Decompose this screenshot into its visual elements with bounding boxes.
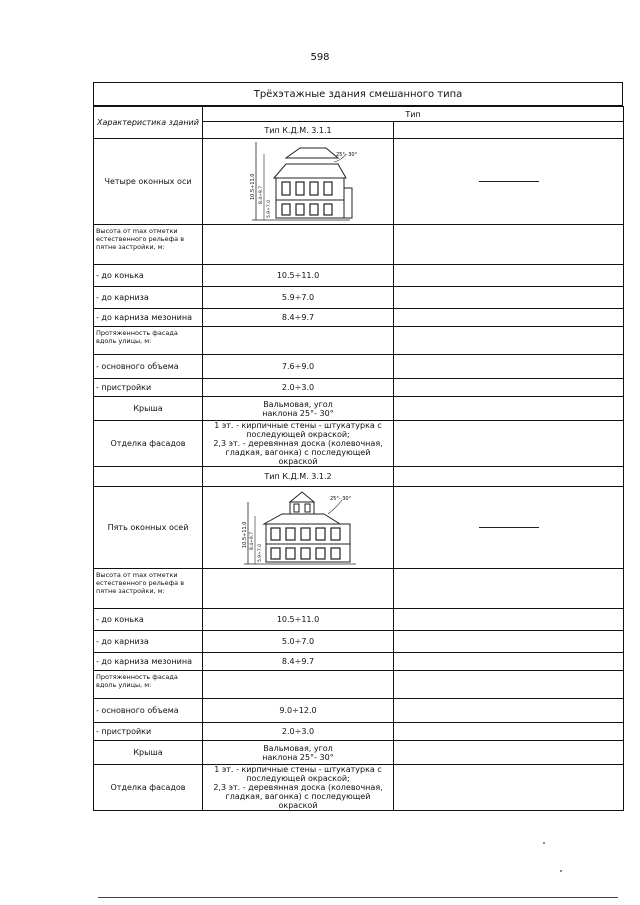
roof-angle-label-2: 25°- 30° <box>330 495 352 502</box>
dim-total-label-2: 10.5÷11.0 <box>242 521 248 548</box>
row-label-ridge-1: - до конька <box>94 265 203 287</box>
finish-value-1 <box>203 421 394 467</box>
row-value-eave-2: 5.0÷7.0 <box>203 631 394 653</box>
finish-value-2 <box>203 765 394 811</box>
row-label-eave-2: - до карниза <box>94 631 203 653</box>
spec-table <box>93 106 624 811</box>
type-title-2: Тип К.Д.М. 3.1.2 <box>203 467 394 487</box>
axes-label-1: Четыре оконных оси <box>94 139 203 225</box>
roof-angle-label-1: 25°- 30° <box>336 151 358 158</box>
roof-label-2: Крыша <box>94 741 203 765</box>
row-value-main-2: 9.0÷12.0 <box>203 699 394 723</box>
height-label-2: Высота от max отметки естественного рельефа в пятне застройки, м: <box>94 569 203 609</box>
dim-total-label-1: 10.5÷11.0 <box>250 173 256 200</box>
scan-speck <box>560 870 562 872</box>
type-title-1: Тип К.Д.М. 3.1.1 <box>203 122 394 139</box>
roof-label-1: Крыша <box>94 397 203 421</box>
row-value-mezz-2: 8.4÷9.7 <box>203 653 394 671</box>
finish-label-2: Отделка фасадов <box>94 765 203 811</box>
scan-speck <box>543 842 545 844</box>
row-label-main-2: - основного объема <box>94 699 203 723</box>
finish-value-line2-1: 2,3 эт. - деревянная доска (колевочная, гладкая, вагонка) с последующей окраской <box>213 439 383 466</box>
table-title: Трёхэтажные здания смешанного типа <box>93 82 623 106</box>
roof-value-line1-2: Вальмовая, угол <box>263 743 333 753</box>
dim-eave-label-1: 5.9÷7.0 <box>267 199 272 218</box>
finish-value-line1-2: 1 эт. - кирпичные стены - штукатурка с последующей окраской; <box>214 765 382 783</box>
roof-value-1 <box>203 397 394 421</box>
page-bottom-rule <box>98 897 618 898</box>
height-label-1: Высота от max отметки естественного рельефа в пятне застройки, м: <box>94 225 203 265</box>
row-label-annex-1: - пристройки <box>94 379 203 397</box>
roof-value-line2-2: наклона 25°- 30° <box>262 752 334 762</box>
finish-value-line2-2: 2,3 эт. - деревянная доска (колевочная, гладкая, вагонка) с последующей окраской <box>213 783 383 810</box>
row-value-ridge-1: 10.5÷11.0 <box>203 265 394 287</box>
row-value-eave-1: 5.9÷7.0 <box>203 287 394 309</box>
axes-label-2: Пять оконных осей <box>94 487 203 569</box>
row-value-annex-2: 2.0÷3.0 <box>203 723 394 741</box>
blank-line-1 <box>479 181 539 182</box>
row-label-eave-1: - до карниза <box>94 287 203 309</box>
row-label-mezz-1: - до карниза мезонина <box>94 309 203 327</box>
length-label-1: Протяженность фасада вдоль улицы, м: <box>94 327 203 355</box>
house-elevation-5-icon <box>228 488 368 566</box>
row-label-mezz-2: - до карниза мезонина <box>94 653 203 671</box>
facade-drawing-1 <box>203 139 394 225</box>
roof-value-2 <box>203 741 394 765</box>
blank-line-2 <box>479 527 539 528</box>
house-elevation-4-icon <box>238 140 358 222</box>
roof-value-line2-1: наклона 25°- 30° <box>262 408 334 418</box>
header-type: Тип <box>203 107 624 122</box>
dim-eave-label-2: 5.9÷7.0 <box>258 543 263 562</box>
row-value-main-1: 7.6÷9.0 <box>203 355 394 379</box>
roof-value-line1-1: Вальмовая, угол <box>263 399 333 409</box>
dim-mezz-label-1: 8.4÷9.7 <box>259 185 264 204</box>
header-characteristic: Характеристика зданий <box>94 107 203 139</box>
row-value-annex-1: 2.0÷3.0 <box>203 379 394 397</box>
dim-mezz-label-2: 8.4÷9.7 <box>250 531 255 550</box>
row-value-mezz-1: 8.4÷9.7 <box>203 309 394 327</box>
facade-drawing-2 <box>203 487 394 569</box>
row-label-main-1: - основного объема <box>94 355 203 379</box>
length-label-2: Протяженность фасада вдоль улицы, м: <box>94 671 203 699</box>
row-label-ridge-2: - до конька <box>94 609 203 631</box>
finish-value-line1-1: 1 эт. - кирпичные стены - штукатурка с последующей окраской; <box>214 421 382 439</box>
finish-label-1: Отделка фасадов <box>94 421 203 467</box>
row-value-ridge-2: 10.5÷11.0 <box>203 609 394 631</box>
page-number: 598 <box>310 52 330 63</box>
row-label-annex-2: - пристройки <box>94 723 203 741</box>
